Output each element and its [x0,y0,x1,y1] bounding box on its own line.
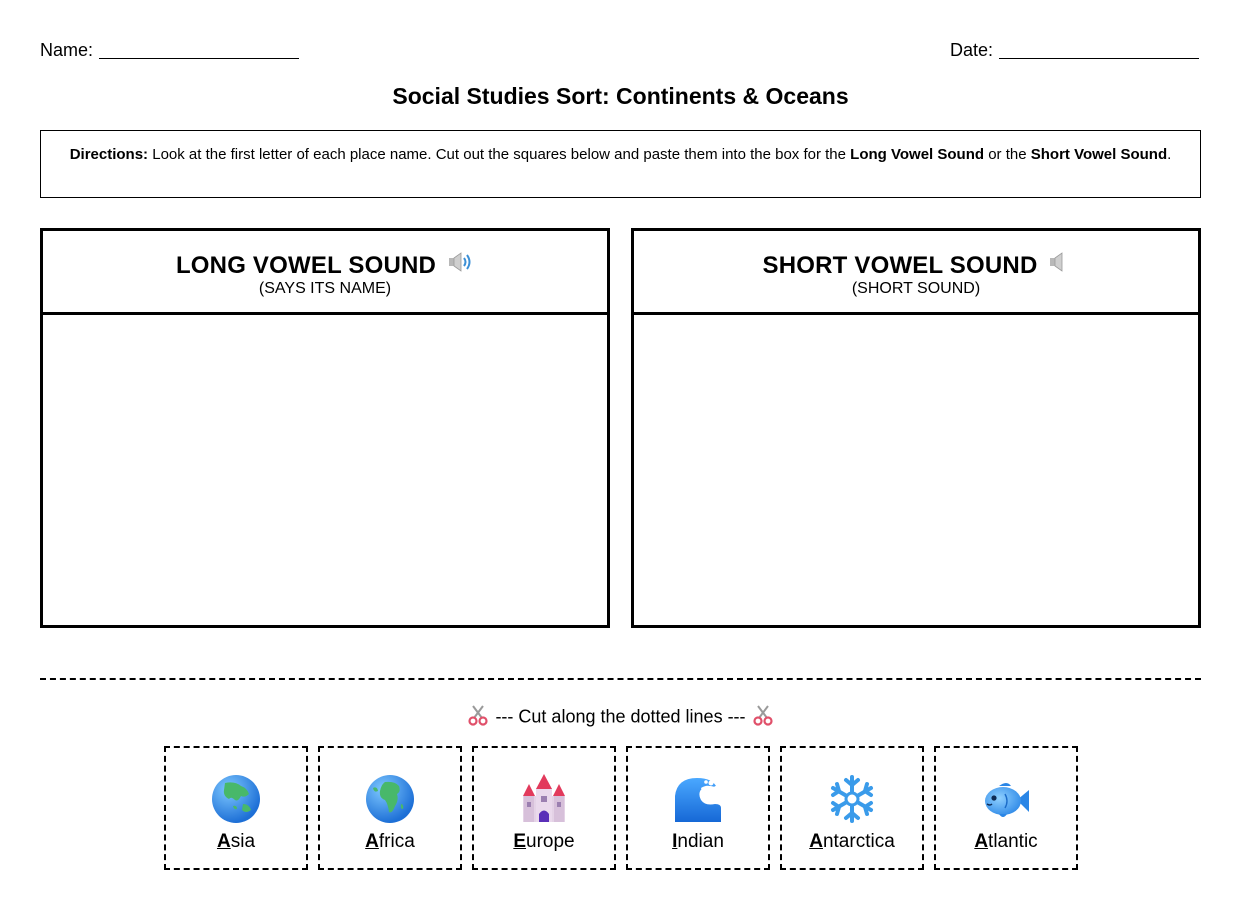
globe-africa-icon [365,774,415,824]
cut-instruction [0,704,1241,731]
card-word [513,831,574,853]
date-field [950,40,1199,61]
card-first-letter: I [672,831,678,852]
card-first-letter: A [216,831,231,852]
directions-lead: Directions: [69,146,149,163]
cut-line [40,678,1201,680]
long-vowel-title: LONG VOWEL SOUND [175,251,437,279]
directions-short-term: Short Vowel Sound [1030,146,1168,163]
page-title: Social Studies Sort: Continents & Oceans [392,83,849,109]
scissors-icon [467,704,489,731]
name-line[interactable] [99,58,299,59]
date-line[interactable] [999,58,1199,59]
wave-icon [673,774,723,824]
speaker-icon [1049,251,1069,280]
card-europe[interactable] [472,746,616,870]
card-word-rest: urope [526,831,575,852]
cut-label-text: --- Cut along the dotted lines --- [495,706,746,727]
card-atlantic[interactable] [934,746,1078,870]
name-label: Name: [40,40,94,60]
date-label: Date: [950,40,994,60]
directions-long-term: Long Vowel Sound [850,146,985,163]
long-vowel-box [40,228,610,628]
short-vowel-title: SHORT VOWEL SOUND [762,251,1038,279]
directions-text-2: or the [984,146,1031,163]
card-first-letter: A [974,831,989,852]
directions-text-3: . [1167,146,1172,163]
card-word [809,831,895,853]
card-asia[interactable] [164,746,308,870]
long-vowel-paste-area[interactable] [43,315,607,625]
speaker-loud-icon [448,251,474,280]
card-word-rest: ntarctica [822,831,895,852]
short-vowel-box [631,228,1201,628]
card-word [365,831,415,853]
card-word-rest: tlantic [988,831,1038,852]
card-first-letter: A [809,831,823,852]
card-word-rest: sia [230,831,256,852]
globe-asia-icon [211,774,261,824]
card-word [217,831,255,853]
card-first-letter: E [513,831,527,852]
card-africa[interactable] [318,746,462,870]
short-vowel-subtitle: (SHORT SOUND) [851,280,981,297]
fish-icon [981,774,1031,824]
card-first-letter: A [365,831,379,852]
scissors-icon [752,704,774,731]
card-word [974,831,1037,853]
directions-text-1: Look at the first letter of each place name. Cut out the squares below and paste them into the box for the [148,146,851,163]
short-vowel-paste-area[interactable] [634,315,1198,625]
cut-out-cards [164,746,1078,870]
snowflake-icon [827,774,877,824]
name-field [40,40,299,61]
directions-box [40,130,1201,198]
card-word [672,831,724,853]
card-word-rest: frica [378,831,415,852]
long-vowel-header [43,231,607,315]
castle-icon [519,774,569,824]
card-antarctica[interactable] [780,746,924,870]
long-vowel-subtitle: (SAYS ITS NAME) [258,280,392,297]
card-word-rest: ndian [677,831,724,852]
short-vowel-header [634,231,1198,315]
card-indian[interactable] [626,746,770,870]
